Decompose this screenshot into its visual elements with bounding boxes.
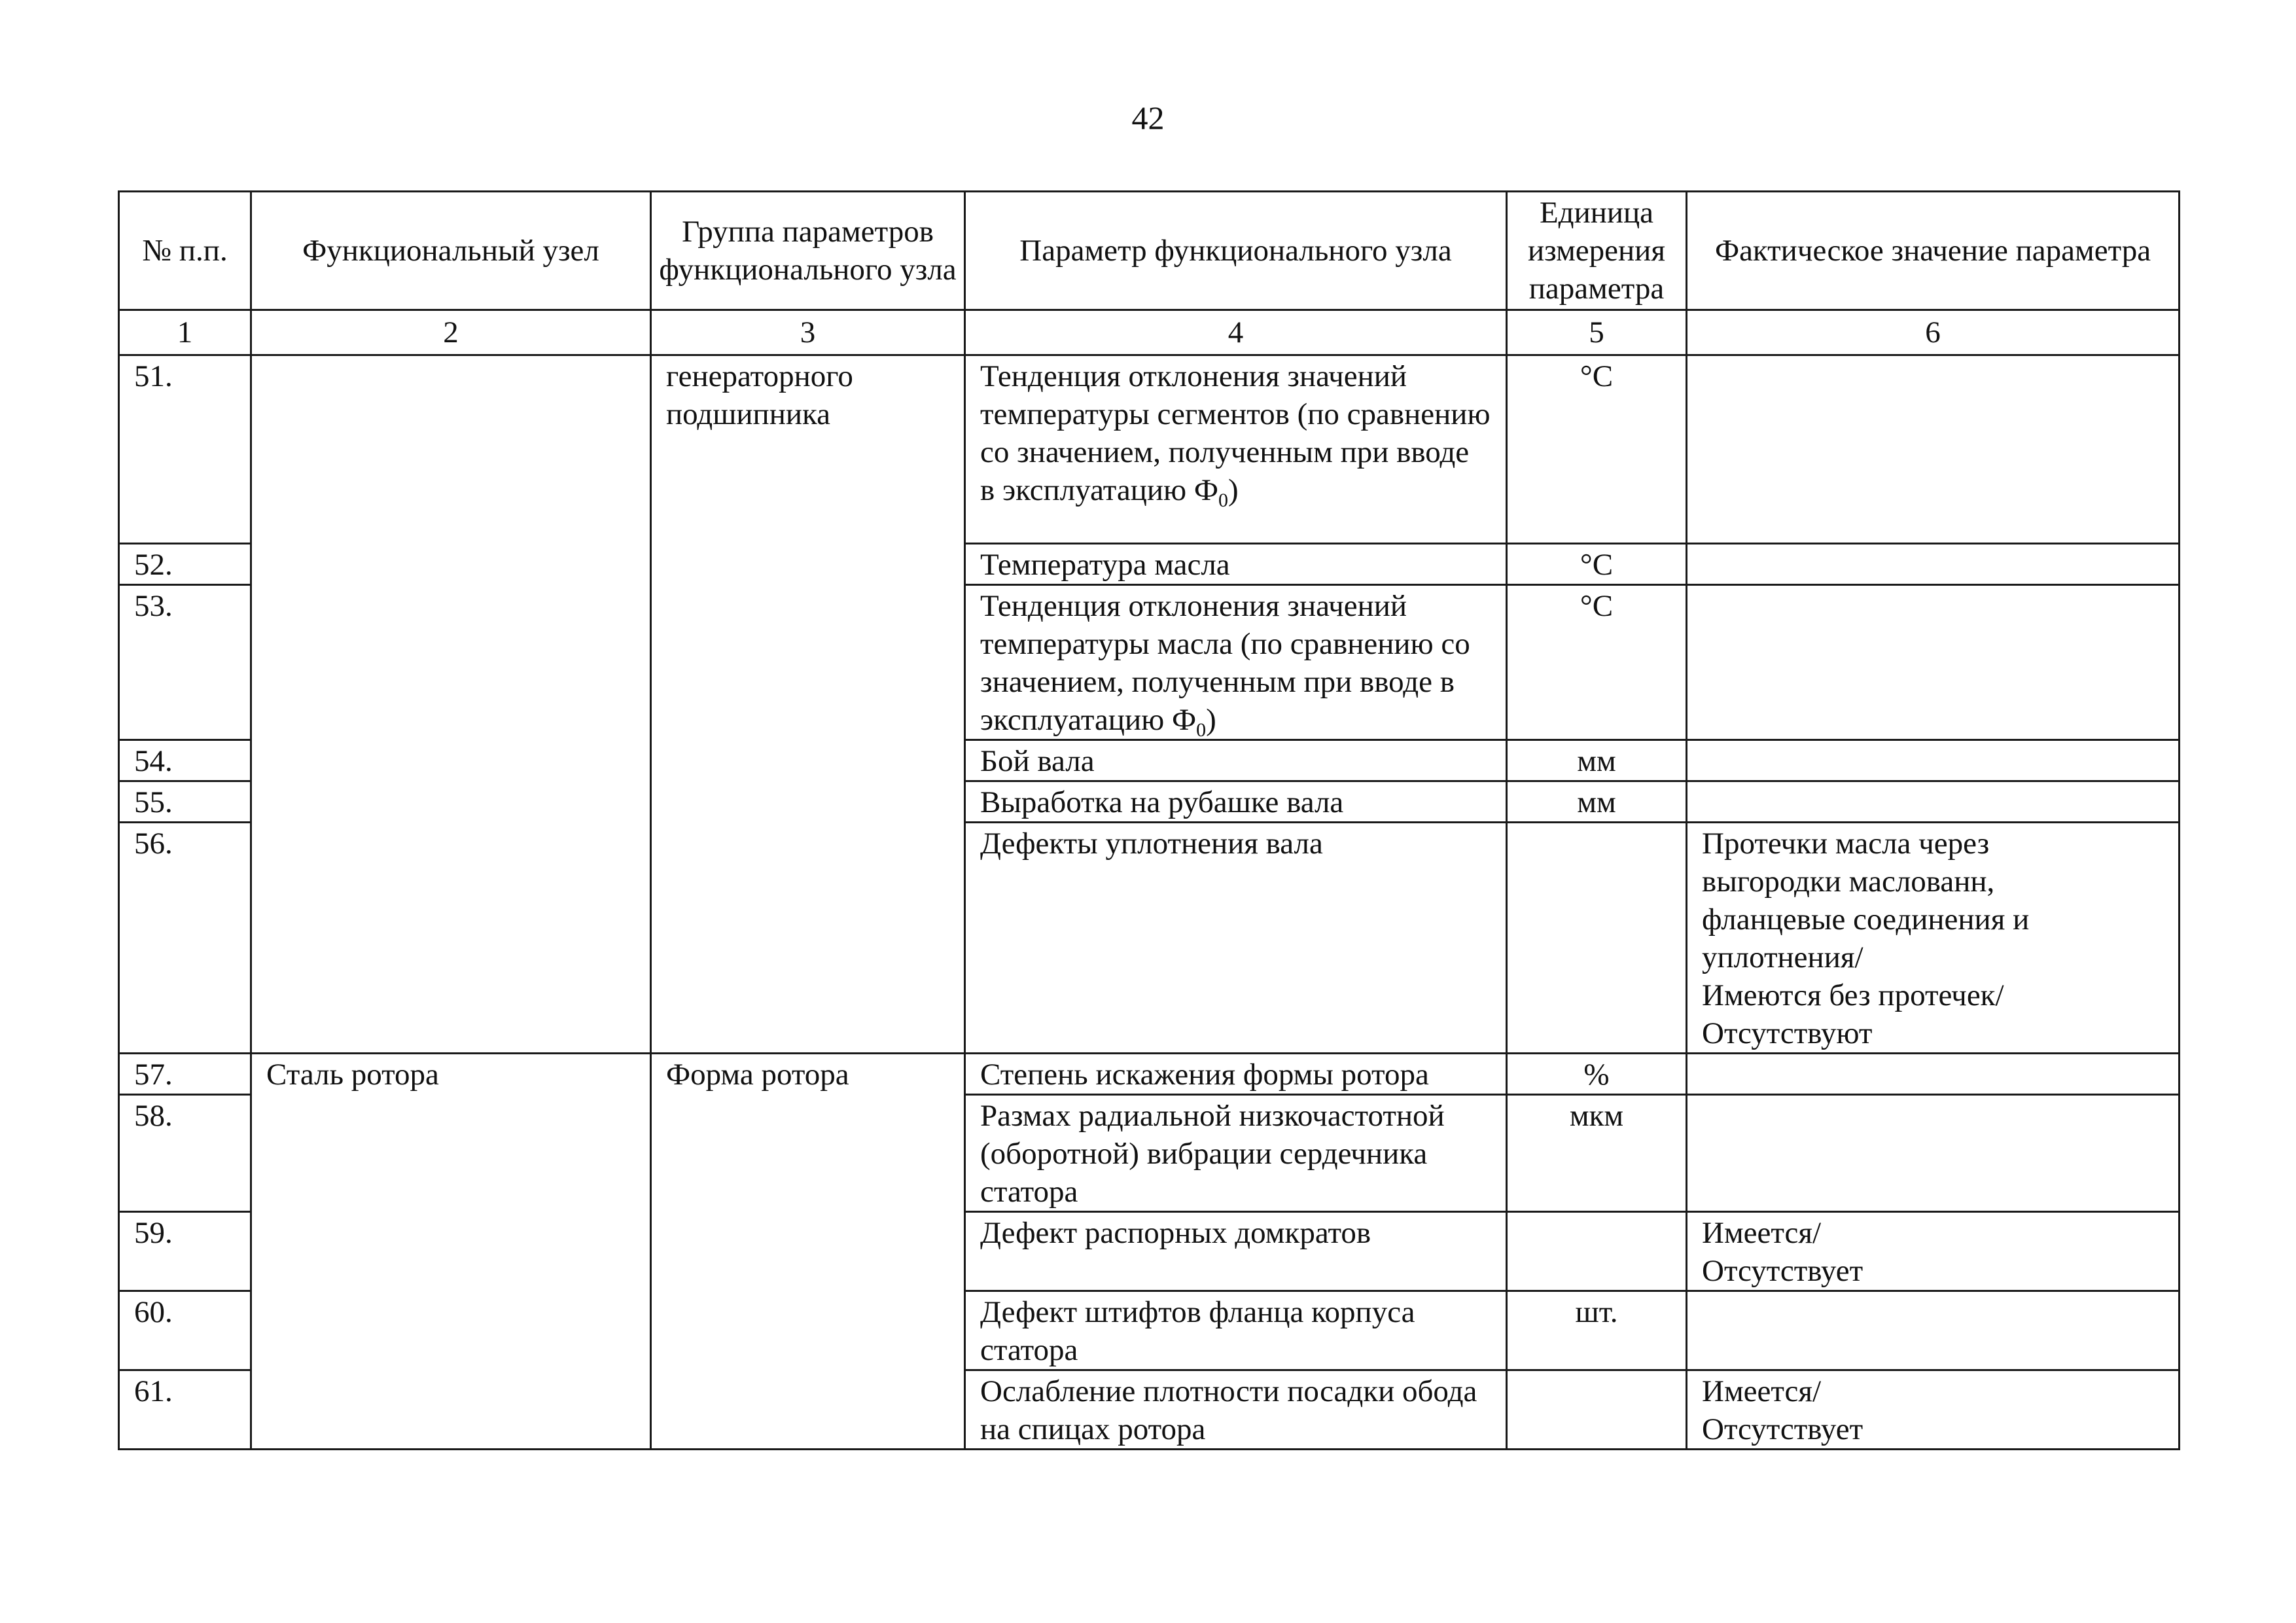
parameter-cell: Выработка на рубашке вала — [965, 781, 1507, 823]
row-number: 51. — [119, 355, 251, 544]
functional-node-cell — [251, 355, 651, 1054]
parameter-cell — [965, 585, 1507, 740]
parameter-cell: Бой вала — [965, 740, 1507, 781]
row-number: 56. — [119, 823, 251, 1054]
parameter-group-cell: генераторного подшипника — [651, 355, 965, 1054]
parameter-subscript: 0 — [1196, 719, 1207, 740]
row-number: 54. — [119, 740, 251, 781]
actual-value-cell — [1687, 1212, 2180, 1291]
column-index: 6 — [1687, 310, 2180, 355]
header-unit: Единица измерения параметра — [1507, 192, 1687, 310]
unit-cell: °С — [1507, 585, 1687, 740]
row-number: 60. — [119, 1291, 251, 1370]
parameter-cell: Дефекты уплотнения вала — [965, 823, 1507, 1054]
header-actual-value: Фактическое значение параметра — [1687, 192, 2180, 310]
row-number: 61. — [119, 1370, 251, 1450]
actual-value-cell — [1687, 740, 2180, 781]
column-index: 5 — [1507, 310, 1687, 355]
header-functional-node: Функциональный узел — [251, 192, 651, 310]
column-index: 4 — [965, 310, 1507, 355]
actual-value-cell — [1687, 355, 2180, 544]
header-parameter-group: Группа параметров функционального узла — [651, 192, 965, 310]
value-line: Имеется/ — [1702, 1374, 1822, 1408]
column-index-row — [119, 310, 2180, 355]
parameter-group-cell: Форма ротора — [651, 1054, 965, 1450]
unit-cell — [1507, 1370, 1687, 1450]
parameter-subscript: 0 — [1218, 490, 1229, 511]
parameter-cell — [965, 355, 1507, 544]
row-number: 53. — [119, 585, 251, 740]
column-index: 1 — [119, 310, 251, 355]
parameters-table — [118, 190, 2180, 1450]
unit-cell: °С — [1507, 544, 1687, 585]
page-number: 42 — [1131, 99, 1165, 136]
value-line: выгородки маслованн, — [1702, 865, 1995, 899]
value-line: Протечки масла через — [1702, 827, 1990, 861]
parameter-cell: Температура масла — [965, 544, 1507, 585]
actual-value-cell — [1687, 1291, 2180, 1370]
actual-value-cell — [1687, 823, 2180, 1054]
unit-cell — [1507, 1212, 1687, 1291]
parameter-text-tail: ) — [1228, 473, 1239, 507]
parameter-cell: Дефект штифтов фланца корпуса статора — [965, 1291, 1507, 1370]
actual-value-cell — [1687, 585, 2180, 740]
unit-cell: мм — [1507, 781, 1687, 823]
value-line: Отсутствуют — [1702, 1016, 1873, 1050]
parameter-cell: Ослабление плотности посадки обода на спицах ротора — [965, 1370, 1507, 1450]
unit-cell: мм — [1507, 740, 1687, 781]
column-index: 3 — [651, 310, 965, 355]
parameter-text: Тенденция отклонения значений температуры сегментов (по сравнению со значением, полученным при вводе в эксплуатацию Ф — [980, 359, 1491, 507]
unit-cell: % — [1507, 1054, 1687, 1095]
parameter-text: Тенденция отклонения значений температуры масла (по сравнению со значением, полученным при вводе в эксплуатацию Ф — [980, 589, 1470, 737]
actual-value-cell — [1687, 1095, 2180, 1212]
actual-value-cell — [1687, 781, 2180, 823]
actual-value-cell — [1687, 1370, 2180, 1450]
table-row — [119, 355, 2180, 544]
parameter-cell: Дефект распорных домкратов — [965, 1212, 1507, 1291]
value-line: Имеются без протечек/ — [1702, 978, 2004, 1012]
parameter-cell: Степень искажения формы ротора — [965, 1054, 1507, 1095]
value-line: уплотнения/ — [1702, 940, 1863, 974]
row-number: 59. — [119, 1212, 251, 1291]
actual-value-cell — [1687, 544, 2180, 585]
unit-cell — [1507, 823, 1687, 1054]
actual-value-cell — [1687, 1054, 2180, 1095]
value-line: фланцевые соединения и — [1702, 902, 2030, 936]
row-number: 52. — [119, 544, 251, 585]
unit-cell: мкм — [1507, 1095, 1687, 1212]
parameter-cell: Размах радиальной низкочастотной (оборотной) вибрации сердечника статора — [965, 1095, 1507, 1212]
unit-cell: шт. — [1507, 1291, 1687, 1370]
value-line: Имеется/ — [1702, 1216, 1822, 1250]
unit-cell: °С — [1507, 355, 1687, 544]
row-number: 57. — [119, 1054, 251, 1095]
header-parameter: Параметр функционального узла — [965, 192, 1507, 310]
table-row — [119, 1054, 2180, 1095]
functional-node-cell: Сталь ротора — [251, 1054, 651, 1450]
value-line: Отсутствует — [1702, 1254, 1863, 1288]
row-number: 55. — [119, 781, 251, 823]
header-num: № п.п. — [119, 192, 251, 310]
value-line: Отсутствует — [1702, 1412, 1863, 1446]
row-number: 58. — [119, 1095, 251, 1212]
table-header-row — [119, 192, 2180, 310]
column-index: 2 — [251, 310, 651, 355]
parameter-text-tail: ) — [1206, 703, 1216, 737]
